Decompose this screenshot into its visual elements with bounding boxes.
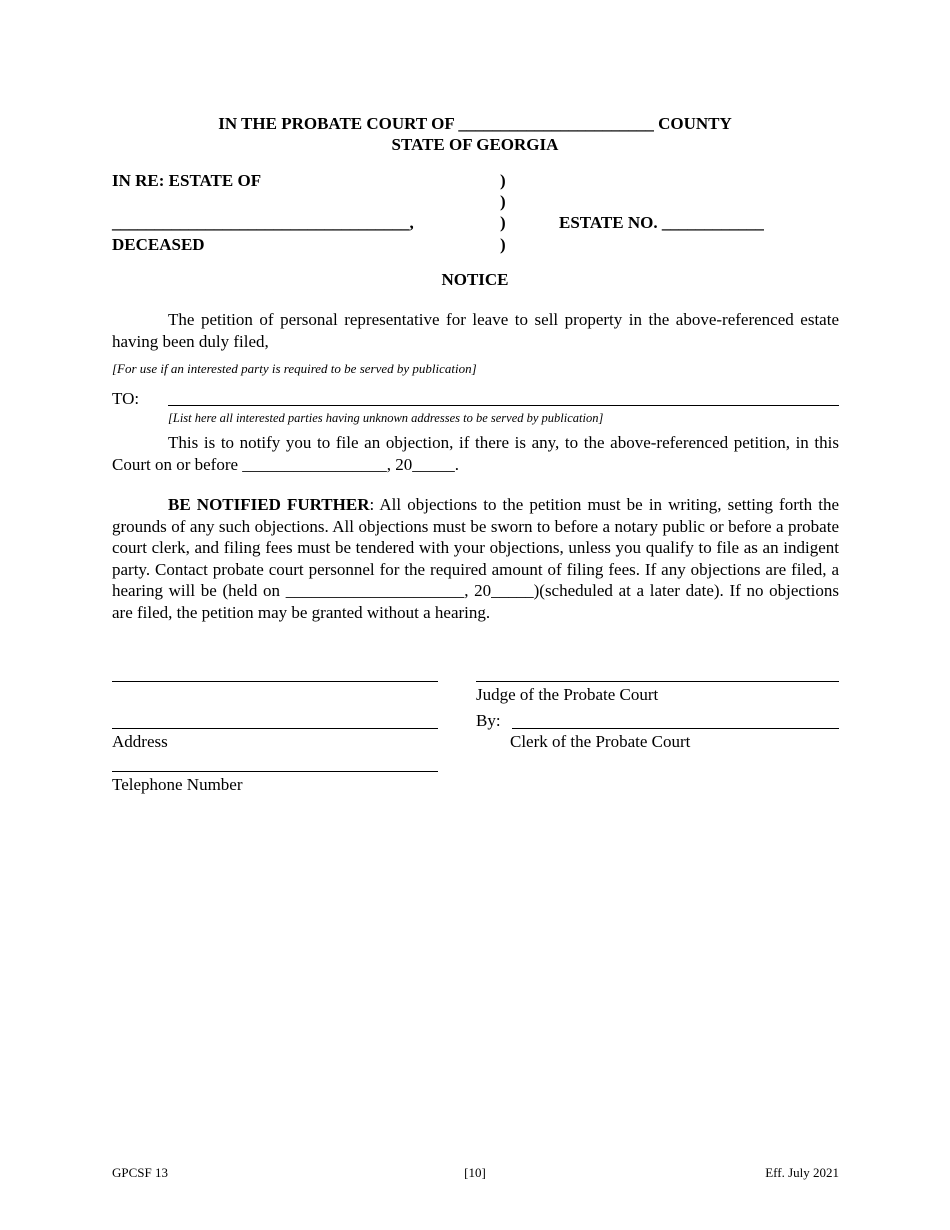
in-re-label: IN RE: ESTATE OF [112,171,262,190]
caption-paren: ) [500,192,506,211]
notice-title: NOTICE [441,270,509,289]
state-heading: STATE OF GEORGIA [391,135,559,154]
page-number: [10] [464,1165,486,1180]
clerk-signature-line[interactable] [512,728,839,729]
telephone-label: Telephone Number [112,775,243,794]
judge-label: Judge of the Probate Court [476,685,659,704]
further-body: : All objections to the petition must be in writing, setting forth the grounds of any such objections. All objections must be sworn to before a notary public or before a probate court clerk, and filing fees must be tendered with your objections, unless you qualify to file as an indigent party. Contact probate court personnel for the required amount of filing fees. If any objections are filed, a hearing will be (held on _____________________, 20_____)(scheduled at a later date). If no objections are filed, the petition may be granted without a hearing. [112,495,839,622]
address-line[interactable] [112,728,438,729]
to-parties-note: [List here all interested parties having unknown addresses to be served by publication] [168,411,604,425]
to-label: TO: [112,389,140,408]
caption-paren: ) [500,171,506,190]
estate-number-field[interactable]: ESTATE NO. ____________ [559,213,764,232]
notify-paragraph [112,432,839,475]
signature-line[interactable] [112,681,438,682]
caption-paren: ) [500,235,506,254]
intro-text: The petition of personal representative for leave to sell property in the above-referenced estate having been duly filed, [112,310,839,351]
clerk-label: Clerk of the Probate Court [510,732,691,751]
form-id: GPCSF 13 [112,1165,168,1180]
estate-name-blank[interactable]: ___________________________________, [112,213,414,232]
address-label: Address [112,732,168,751]
to-parties-field[interactable] [168,405,839,406]
deceased-label: DECEASED [112,235,205,254]
by-label: By: [476,711,501,730]
further-paragraph [112,494,839,623]
further-lead: BE NOTIFIED FURTHER [168,495,370,514]
effective-date: Eff. July 2021 [765,1165,839,1180]
telephone-line[interactable] [112,771,438,772]
judge-signature-line[interactable] [476,681,839,682]
notify-text: This is to notify you to file an objection, if there is any, to the above-referenced petition, in this Court on or before _________________, 20_____. [112,433,839,474]
publication-note: [For use if an interested party is required to be served by publication] [112,361,477,376]
court-heading: IN THE PROBATE COURT OF _______________________ COUNTY [218,114,732,133]
caption-paren: ) [500,213,506,232]
intro-paragraph [112,309,839,352]
